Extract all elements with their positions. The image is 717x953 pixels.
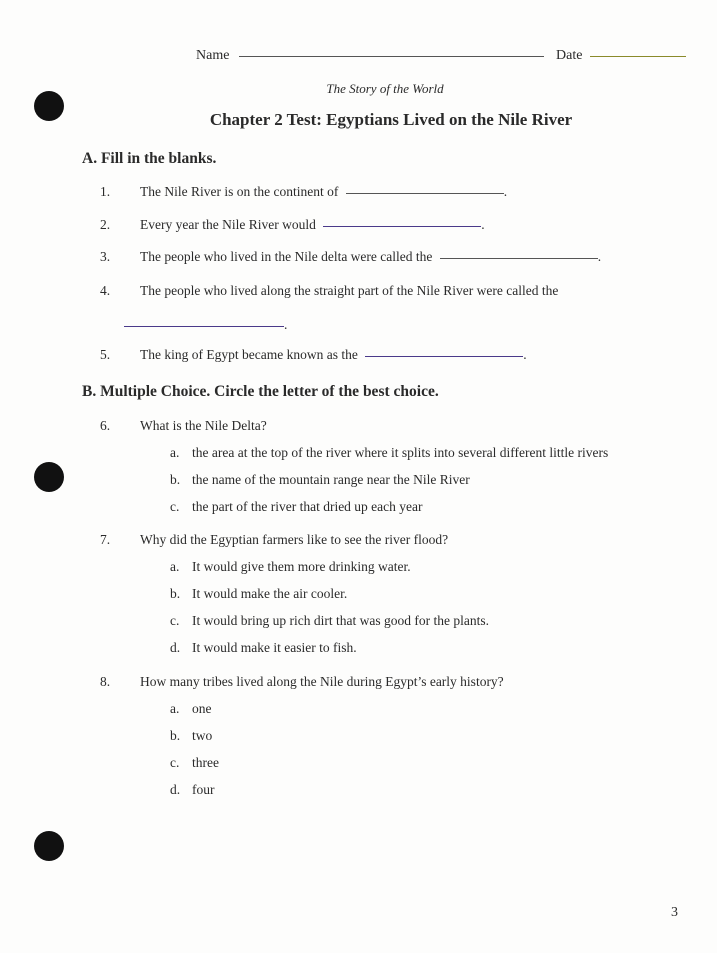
answer-blank-2[interactable] <box>323 225 481 227</box>
option-text: It would make the air cooler. <box>192 586 348 601</box>
item-end: . <box>597 249 602 264</box>
option-letter[interactable]: c. <box>170 613 180 628</box>
section-a-heading: A. Fill in the blanks. <box>82 150 217 167</box>
page-number: 3 <box>671 905 678 920</box>
fill-blank-item-4-line <box>124 317 287 333</box>
option-7c[interactable] <box>170 613 489 629</box>
item-end: . <box>523 347 527 362</box>
item-number: 5. <box>100 347 111 362</box>
item-number: 2. <box>100 217 111 232</box>
item-number: 1. <box>100 184 111 199</box>
item-end: . <box>481 217 485 232</box>
option-8a[interactable] <box>170 701 212 717</box>
fill-blank-item-2 <box>100 217 485 233</box>
fill-blank-item-5 <box>100 347 527 363</box>
fill-blank-item-4 <box>100 283 558 299</box>
binder-hole-bottom <box>34 831 64 861</box>
option-text: four <box>192 782 215 797</box>
option-letter[interactable]: b. <box>170 728 181 743</box>
option-6b[interactable] <box>170 472 470 488</box>
item-text: The people who lived along the straight part of the Nile River were called the <box>140 283 559 298</box>
item-number: 3. <box>100 249 111 264</box>
option-6c[interactable] <box>170 499 423 515</box>
option-letter[interactable]: c. <box>170 755 180 770</box>
option-letter[interactable]: b. <box>170 586 181 601</box>
test-title: Chapter 2 Test: Egyptians Lived on the Nile River <box>209 110 573 129</box>
answer-blank-4[interactable] <box>124 325 284 327</box>
binder-hole-middle <box>34 462 64 492</box>
option-7b[interactable] <box>170 586 347 602</box>
option-text: the part of the river that dried up each year <box>192 499 423 514</box>
item-end: . <box>284 317 288 332</box>
option-text: It would give them more drinking water. <box>192 559 411 574</box>
item-end: . <box>503 184 508 199</box>
option-text: one <box>192 701 212 716</box>
option-letter[interactable]: a. <box>170 701 180 716</box>
option-8b[interactable] <box>170 728 212 744</box>
option-letter[interactable]: a. <box>170 445 180 460</box>
item-text: The people who lived in the Nile delta were called the <box>140 249 433 264</box>
answer-blank-3[interactable] <box>440 257 598 259</box>
option-text: It would make it easier to fish. <box>192 640 357 655</box>
answer-blank-5[interactable] <box>365 355 523 357</box>
option-text: the area at the top of the river where it splits into several different little rivers <box>192 445 609 460</box>
question-number: 6. <box>100 418 111 433</box>
question-7 <box>100 532 448 548</box>
option-8c[interactable] <box>170 755 219 771</box>
date-label: Date <box>556 48 583 63</box>
question-6 <box>100 418 267 434</box>
option-7a[interactable] <box>170 559 411 575</box>
item-text: Every year the Nile River would <box>140 217 316 232</box>
option-text: the name of the mountain range near the Nile River <box>192 472 470 487</box>
item-number: 4. <box>100 283 111 298</box>
name-blank[interactable] <box>239 55 544 57</box>
fill-blank-item-1 <box>100 184 507 200</box>
option-text: two <box>192 728 213 743</box>
section-b-heading: B. Multiple Choice. Circle the letter of the best choice. <box>82 383 439 400</box>
option-6a[interactable] <box>170 445 608 461</box>
option-letter[interactable]: b. <box>170 472 181 487</box>
option-text: three <box>192 755 219 770</box>
option-7d[interactable] <box>170 640 357 656</box>
date-blank[interactable] <box>590 55 686 57</box>
option-text: It would bring up rich dirt that was good for the plants. <box>192 613 489 628</box>
answer-blank-1[interactable] <box>346 192 504 194</box>
item-text: The Nile River is on the continent of <box>140 184 339 199</box>
option-letter[interactable]: d. <box>170 782 181 797</box>
question-text: Why did the Egyptian farmers like to see the river flood? <box>140 532 449 547</box>
fill-blank-item-3 <box>100 249 601 265</box>
question-number: 8. <box>100 674 111 689</box>
question-text: What is the Nile Delta? <box>140 418 267 433</box>
name-label: Name <box>196 48 230 63</box>
option-8d[interactable] <box>170 782 215 798</box>
book-title: The Story of the World <box>326 81 444 96</box>
question-text: How many tribes lived along the Nile during Egypt’s early history? <box>140 674 504 689</box>
date-field-row <box>556 48 686 64</box>
option-letter[interactable]: a. <box>170 559 180 574</box>
option-letter[interactable]: d. <box>170 640 181 655</box>
name-field-row <box>196 48 544 64</box>
question-number: 7. <box>100 532 111 547</box>
item-text: The king of Egypt became known as the <box>140 347 358 362</box>
question-8 <box>100 674 504 690</box>
option-letter[interactable]: c. <box>170 499 180 514</box>
